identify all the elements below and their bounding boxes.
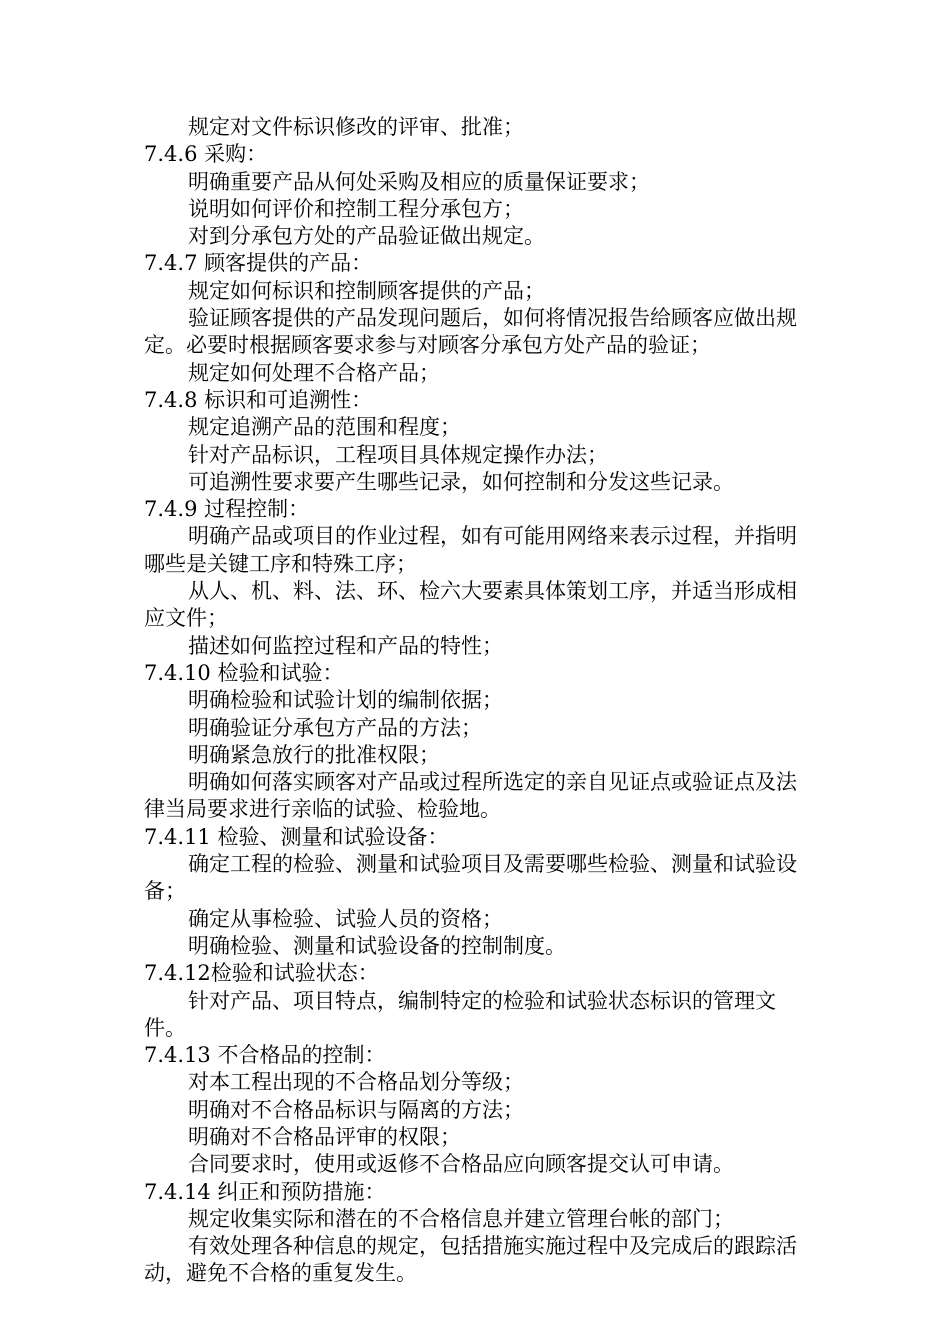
section-7-4-14 xyxy=(144,1179,810,1288)
section-item: 说明如何评价和控制工程分承包方； xyxy=(188,196,524,221)
section-item: 明确检验、测量和试验设备的控制制度。 xyxy=(188,933,566,958)
section-item: 明确如何落实顾客对产品或过程所选定的亲自见证点或验证点及法律当局要求进行亲临的试验、检验地。 xyxy=(144,770,797,822)
section-item: 针对产品标识，工程项目具体规定操作办法； xyxy=(188,442,608,467)
section-item: 对到分承包方处的产品验证做出规定。 xyxy=(188,224,545,249)
section-7-4-8 xyxy=(144,387,810,496)
section-7-4-12 xyxy=(144,960,810,1042)
section-item: 对本工程出现的不合格品划分等级； xyxy=(188,1070,524,1095)
section-item: 明确紧急放行的批准权限； xyxy=(188,742,440,767)
section-7-4-10 xyxy=(144,660,810,824)
intro-paragraph: 规定对文件标识修改的评审、批准； xyxy=(188,115,524,139)
section-heading: 7.4.14 纠正和预防措施： xyxy=(144,1179,386,1204)
section-item: 规定如何标识和控制顾客提供的产品； xyxy=(188,278,545,303)
section-item: 规定如何处理不合格产品； xyxy=(188,360,440,385)
section-heading: 7.4.6 采购： xyxy=(144,142,268,167)
section-7-4-7 xyxy=(144,250,810,386)
section-7-4-6 xyxy=(144,141,810,250)
section-item: 有效处理各种信息的规定，包括措施实施过程中及完成后的跟踪活动，避免不合格的重复发生。 xyxy=(144,1234,797,1286)
section-item: 规定追溯产品的范围和程度； xyxy=(188,415,461,440)
section-item: 描述如何监控过程和产品的特性； xyxy=(188,633,503,658)
section-item: 可追溯性要求要产生哪些记录，如何控制和分发这些记录。 xyxy=(188,469,734,494)
section-heading: 7.4.12检验和试验状态： xyxy=(144,961,379,986)
section-item: 明确对不合格品评审的权限； xyxy=(188,1124,461,1149)
section-heading: 7.4.7 顾客提供的产品： xyxy=(144,251,373,276)
section-item: 合同要求时，使用或返修不合格品应向顾客提交认可申请。 xyxy=(188,1152,734,1177)
section-heading: 7.4.9 过程控制： xyxy=(144,497,310,522)
section-item: 从人、机、料、法、环、检六大要素具体策划工序，并适当形成相应文件； xyxy=(144,579,797,631)
section-7-4-11 xyxy=(144,824,810,960)
section-item: 明确产品或项目的作业过程，如有可能用网络来表示过程，并指明哪些是关键工序和特殊工序； xyxy=(144,524,797,576)
section-item: 明确检验和试验计划的编制依据； xyxy=(188,688,503,713)
section-item: 明确对不合格品标识与隔离的方法； xyxy=(188,1097,524,1122)
section-7-4-13 xyxy=(144,1042,810,1178)
section-item: 确定从事检验、试验人员的资格； xyxy=(188,906,503,931)
section-item: 验证顾客提供的产品发现问题后，如何将情况报告给顾客应做出规定。必要时根据顾客要求参与对顾客分承包方处产品的验证； xyxy=(144,306,797,358)
section-item: 确定工程的检验、测量和试验项目及需要哪些检验、测量和试验设备； xyxy=(144,852,797,904)
section-heading: 7.4.11 检验、测量和试验设备： xyxy=(144,824,449,849)
section-heading: 7.4.13 不合格品的控制： xyxy=(144,1043,386,1068)
section-7-4-9 xyxy=(144,496,810,660)
section-item: 规定收集实际和潜在的不合格信息并建立管理台帐的部门； xyxy=(188,1206,734,1231)
section-item: 明确重要产品从何处采购及相应的质量保证要求； xyxy=(188,169,650,194)
section-heading: 7.4.8 标识和可追溯性： xyxy=(144,387,373,412)
section-heading: 7.4.10 检验和试验： xyxy=(144,660,344,685)
section-item: 针对产品、项目特点，编制特定的检验和试验状态标识的管理文件。 xyxy=(144,988,776,1040)
section-item: 明确验证分承包方产品的方法； xyxy=(188,715,482,740)
